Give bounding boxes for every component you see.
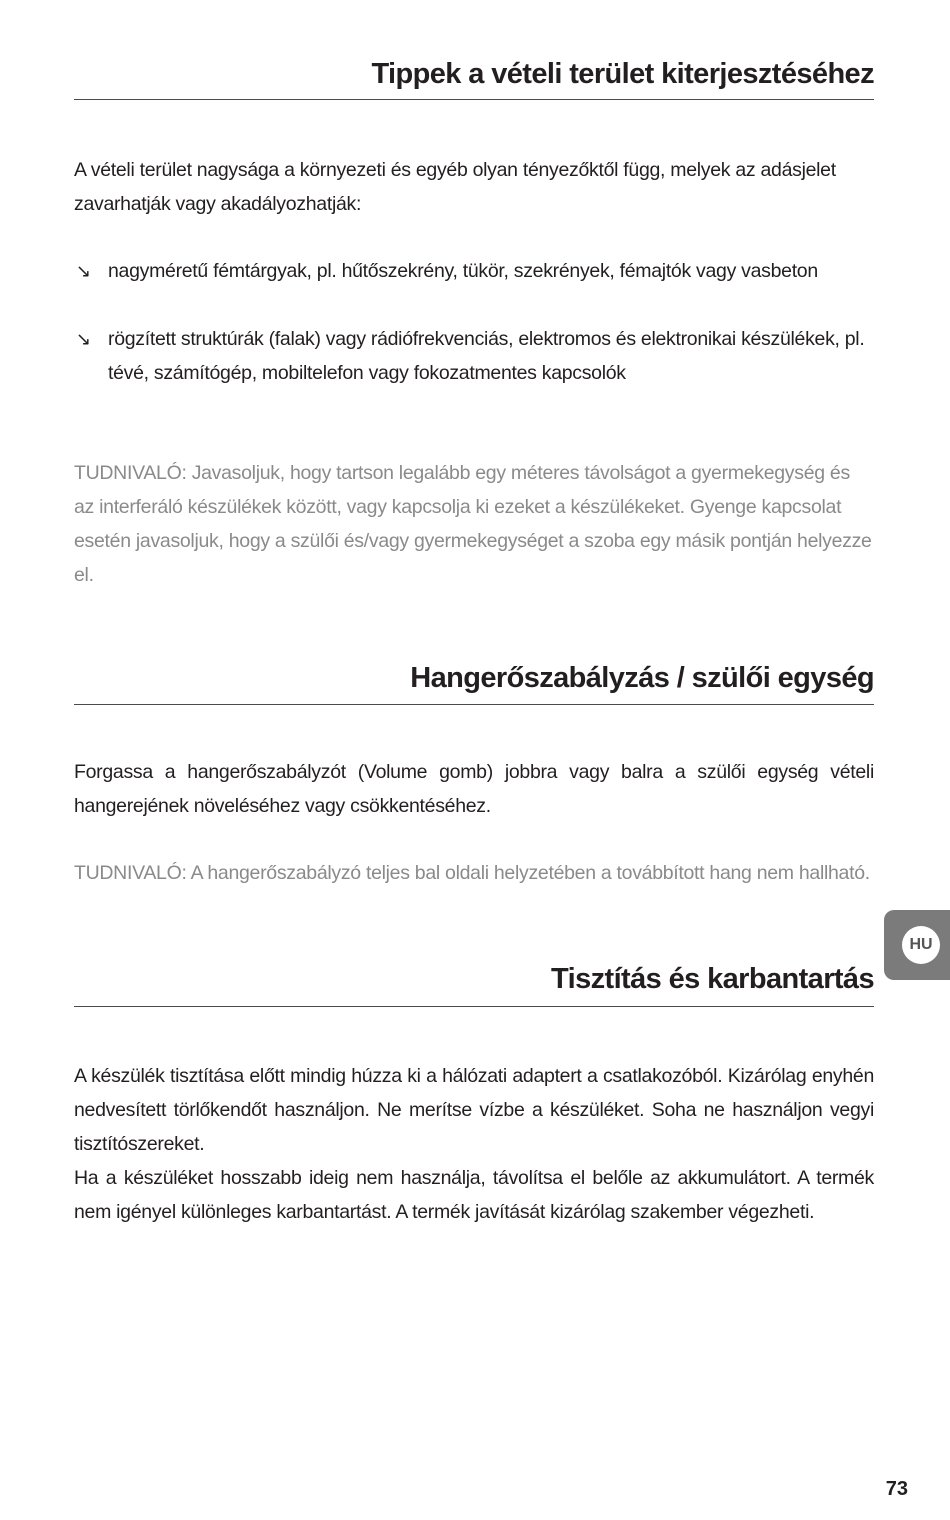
section-volume-control xyxy=(74,662,874,890)
page-number: 73 xyxy=(885,1478,908,1500)
maintenance-paragraph: Ha a készüléket hosszabb ideig nem használja, távolítsa el belőle az akkumulátort. A termék nem igényel különleges karbantartást. A termék javítását kizárólag szakember végezheti. xyxy=(74,1167,874,1223)
note-paragraph: TUDNIVALÓ: A hangerőszabályzó teljes bal oldali helyzetében a továbbított hang nem hallható. xyxy=(74,862,870,884)
list-item-text: nagyméretű fémtárgyak, pl. hűtőszekrény, tükör, szekrények, fémajtók vagy vasbeton xyxy=(108,260,818,282)
bullet-list xyxy=(74,254,874,390)
section-title: Tippek a vételi terület kiterjesztéséhez xyxy=(371,58,874,90)
section-reception-tips xyxy=(74,58,874,592)
language-tab xyxy=(884,910,950,980)
title-divider xyxy=(74,99,874,100)
cleaning-paragraph: A készülék tisztítása előtt mindig húzza ki a hálózati adaptert a csatlakozóból. Kizárólag enyhén nedvesített törlőkendőt használjon. Ne merítse vízbe a készüléket. Soha ne használjon vegyi tisztítószereket. xyxy=(74,1065,874,1155)
section-cleaning-maintenance xyxy=(74,963,874,1229)
list-item-text: rögzített struktúrák (falak) vagy rádiófrekvenciás, elektromos és elektronikai készülékek, pl. tévé, számítógép, mobiltelefon vagy fokozatmentes kapcsolók xyxy=(108,328,865,384)
note-paragraph: TUDNIVALÓ: Javasoljuk, hogy tartson legalább egy méteres távolságot a gyermekegység és az interferáló készülékek között, vagy kapcsolja ki ezeket a készülékeket. Gyenge kapcsolat esetén javasoljuk, hogy a szülői és/vagy gyermekegységet a szoba egy másik pontján helyezze el. xyxy=(74,462,872,586)
intro-paragraph: A vételi terület nagysága a környezeti és egyéb olyan tényezőktől függ, melyek az adásjelet zavarhatják vagy akadályozhatják: xyxy=(74,159,836,215)
arrow-down-right-icon: ↘ xyxy=(76,261,91,281)
language-badge: HU xyxy=(902,926,940,964)
section-title: Tisztítás és karbantartás xyxy=(551,963,874,995)
section-title: Hangerőszabályzás / szülői egység xyxy=(410,662,874,694)
volume-paragraph: Forgassa a hangerőszabályzót (Volume gomb) jobbra vagy balra a szülői egység vételi hangerejének növeléséhez vagy csökkentéséhez. xyxy=(74,761,874,817)
title-divider xyxy=(74,1006,874,1007)
list-item xyxy=(74,322,874,390)
title-divider xyxy=(74,704,874,705)
arrow-down-right-icon: ↘ xyxy=(76,329,91,349)
list-item xyxy=(74,254,874,288)
